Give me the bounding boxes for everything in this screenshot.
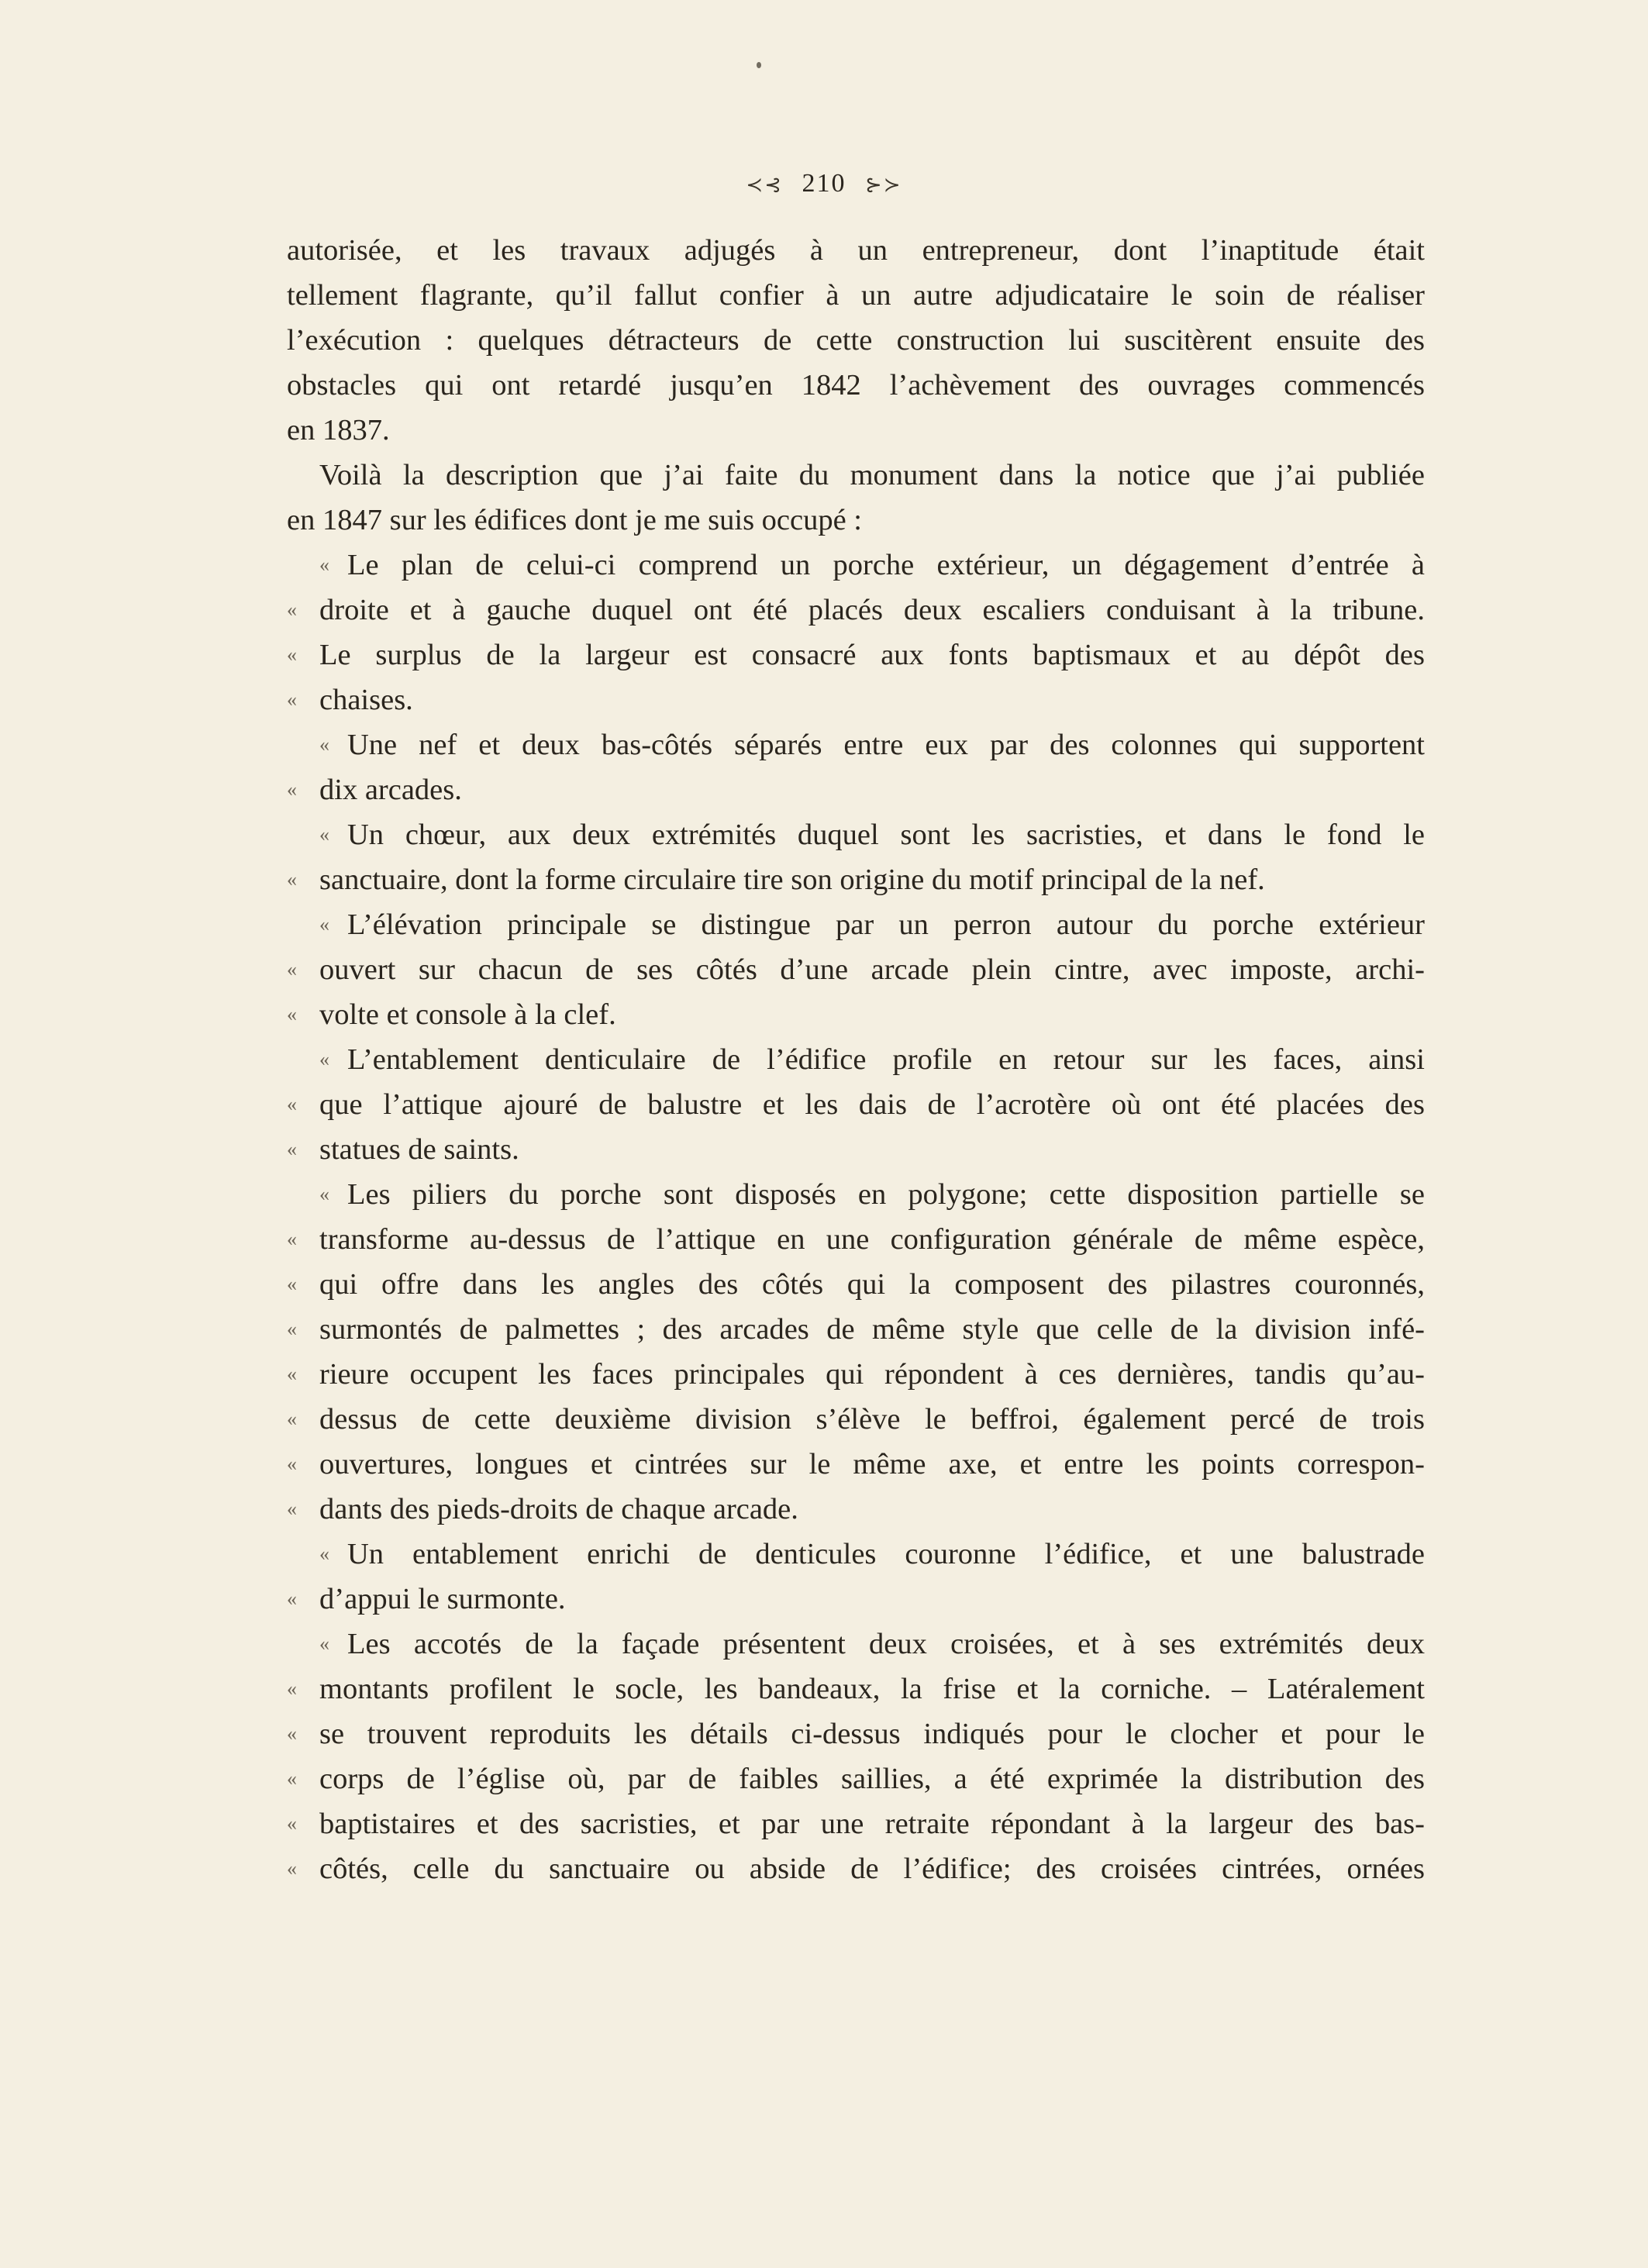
quote-mark: «: [287, 1273, 297, 1295]
quote-mark: «: [319, 1542, 329, 1565]
quoted-line: Le plan de celui-ci comprend un porche extérieur, un dégagement d’entrée à: [347, 549, 1425, 581]
quote-mark: «: [287, 1408, 297, 1430]
quote-mark: «: [319, 1048, 329, 1070]
quoted-line: ouvertures, longues et cintrées sur le même axe, et entre les points correspon-: [319, 1448, 1425, 1480]
quote-mark: «: [287, 1138, 297, 1160]
quoted-line: Un chœur, aux deux extrémités duquel sont les sacristies, et dans le fond le: [347, 819, 1425, 851]
text-line: tellement flagrante, qu’il fallut confier à un autre adjudicataire le soin de réaliser: [287, 279, 1425, 312]
quote-mark: «: [287, 1767, 297, 1790]
quote-mark: «: [287, 1498, 297, 1520]
text-line: en 1837.: [287, 414, 390, 446]
text-line: obstacles qui ont retardé jusqu’en 1842 l’achèvement des ouvrages commencés: [287, 369, 1425, 402]
quote-mark: «: [319, 1183, 329, 1205]
quoted-line: côtés, celle du sanctuaire ou abside de l’édifice; des croisées cintrées, ornées: [319, 1853, 1425, 1885]
ornament-left-icon: ≺⊰: [746, 174, 783, 196]
quote-mark: «: [287, 1453, 297, 1475]
quote-mark: «: [287, 1812, 297, 1835]
text-line: autorisée, et les travaux adjugés à un entrepreneur, dont l’inaptitude était: [287, 234, 1425, 267]
quoted-line: d’appui le surmonte.: [319, 1583, 566, 1615]
quote-mark: «: [287, 1318, 297, 1340]
quote-mark: «: [319, 913, 329, 936]
quoted-line: que l’attique ajouré de balustre et les dais de l’acrotère où ont été placées des: [319, 1088, 1425, 1121]
text-line: en 1847 sur les édifices dont je me suis occupé :: [287, 504, 863, 536]
quoted-line: surmontés de palmettes ; des arcades de même style que celle de la division infé-: [319, 1313, 1425, 1346]
quoted-line: rieure occupent les faces principales qui répondent à ces dernières, tandis qu’au-: [319, 1358, 1425, 1391]
quoted-line: statues de saints.: [319, 1133, 519, 1166]
quoted-line: baptistaires et des sacristies, et par une retraite répondant à la largeur des bas-: [319, 1808, 1425, 1840]
quote-mark: «: [287, 1228, 297, 1250]
quote-mark: «: [287, 1722, 297, 1745]
quote-mark: «: [287, 598, 297, 621]
quote-mark: «: [319, 553, 329, 576]
quoted-line: Les piliers du porche sont disposés en polygone; cette disposition partielle se: [347, 1178, 1425, 1211]
quoted-line: dants des pieds-droits de chaque arcade.: [319, 1493, 798, 1525]
quoted-line: sanctuaire, dont la forme circulaire tire son origine du motif principal de la nef.: [319, 863, 1265, 896]
quoted-line: droite et à gauche duquel ont été placés deux escaliers conduisant à la tribune.: [319, 594, 1425, 626]
quote-mark: «: [287, 1363, 297, 1385]
quoted-line: corps de l’église où, par de faibles saillies, a été exprimée la distribution des: [319, 1763, 1425, 1795]
quoted-line: dix arcades.: [319, 774, 462, 806]
quote-mark: «: [287, 958, 297, 981]
quote-mark: «: [287, 778, 297, 801]
quote-mark: «: [287, 643, 297, 666]
quoted-line: L’élévation principale se distingue par un perron autour du porche extérieur: [347, 908, 1425, 941]
quote-mark: «: [287, 868, 297, 891]
quoted-line: se trouvent reproduits les détails ci-dessus indiqués pour le clocher et pour le: [319, 1718, 1425, 1750]
quote-mark: «: [287, 688, 297, 711]
quoted-line: qui offre dans les angles des côtés qui la composent des pilastres couronnés,: [319, 1268, 1425, 1301]
quoted-line: Un entablement enrichi de denticules couronne l’édifice, et une balustrade: [347, 1538, 1425, 1570]
quoted-line: Le surplus de la largeur est consacré aux fonts baptismaux et au dépôt des: [319, 639, 1425, 671]
quoted-line: Les accotés de la façade présentent deux croisées, et à ses extrémités deux: [347, 1628, 1425, 1660]
quote-mark: «: [287, 1857, 297, 1880]
ornament-right-icon: ⊱≻: [865, 174, 902, 196]
quote-mark: «: [319, 823, 329, 846]
quote-mark: «: [287, 1003, 297, 1025]
quote-mark: «: [287, 1587, 297, 1610]
page-number: 210: [802, 169, 846, 198]
quote-mark: «: [319, 1632, 329, 1655]
quote-mark: «: [287, 1677, 297, 1700]
quoted-line: dessus de cette deuxième division s’élève le beffroi, également percé de trois: [319, 1403, 1425, 1436]
quoted-line: ouvert sur chacun de ses côtés d’une arcade plein cintre, avec imposte, archi-: [319, 953, 1425, 986]
quoted-line: transforme au-dessus de l’attique en une configuration générale de même espèce,: [319, 1223, 1425, 1256]
quoted-line: montants profilent le socle, les bandeaux, la frise et la corniche. – Latéralement: [319, 1673, 1425, 1705]
quoted-line: volte et console à la clef.: [319, 998, 616, 1031]
quoted-line: chaises.: [319, 684, 413, 716]
ink-speck: [757, 62, 761, 68]
quoted-line: L’entablement denticulaire de l’édifice profile en retour sur les faces, ainsi: [347, 1043, 1425, 1076]
quote-mark: «: [319, 733, 329, 756]
page-header: [0, 169, 1648, 198]
text-line: l’exécution : quelques détracteurs de cette construction lui suscitèrent ensuite des: [287, 324, 1425, 357]
text-line: Voilà la description que j’ai faite du monument dans la notice que j’ai publiée: [319, 459, 1425, 491]
quote-mark: «: [287, 1093, 297, 1115]
quoted-line: Une nef et deux bas-côtés séparés entre eux par des colonnes qui supportent: [347, 729, 1425, 761]
